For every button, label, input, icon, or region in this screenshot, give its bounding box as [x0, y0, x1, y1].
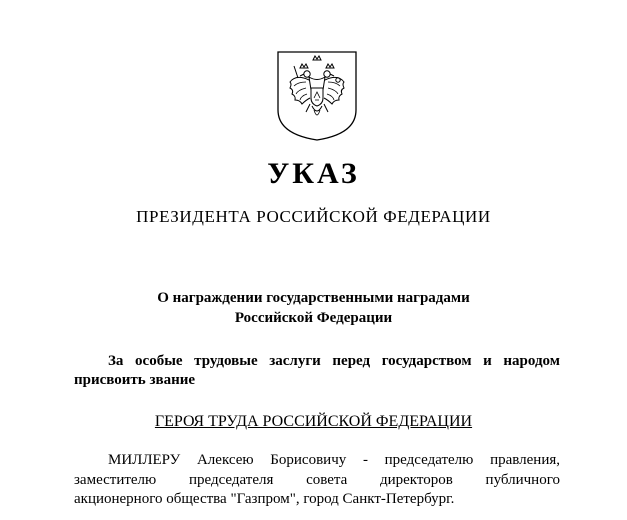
coat-of-arms-emblem [276, 50, 358, 142]
paragraph-line: МИЛЛЕРУ Алексею Борисовичу - председателю правления, [108, 452, 560, 468]
award-recipient-paragraph [74, 451, 560, 510]
paragraph-line: акционерного общества "Газпром", город Санкт-Петербург. [74, 491, 455, 507]
decree-heading [0, 288, 627, 328]
paragraph-line: заместителю председателя совета директоров публичного [74, 471, 560, 488]
decree-statement-line: присвоить звание [74, 372, 196, 388]
document-title: УКАЗ [267, 157, 360, 190]
award-title: ГЕРОЯ ТРУДА РОССИЙСКОЙ ФЕДЕРАЦИИ [154, 413, 473, 430]
decree-heading-line: О награждении государственными наградами [157, 290, 470, 306]
document-subtitle: ПРЕЗИДЕНТА РОССИЙСКОЙ ФЕДЕРАЦИИ [136, 207, 491, 226]
russian-coat-of-arms-icon [276, 50, 358, 142]
decree-heading-line: Российской Федерации [234, 310, 393, 326]
decree-statement [74, 352, 560, 390]
decree-statement-line: За особые трудовые заслуги перед государством и народом [108, 353, 560, 369]
